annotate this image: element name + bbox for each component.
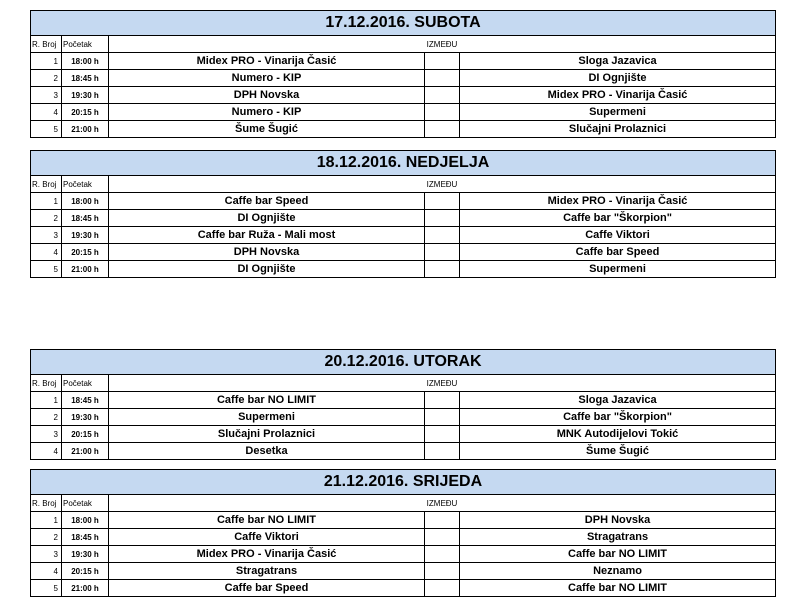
header-izmedu: IZMEĐU	[109, 375, 776, 392]
match-number: 1	[31, 392, 62, 409]
day-title-row	[31, 470, 776, 495]
match-time: 20:15 h	[62, 563, 109, 580]
score-cell	[425, 244, 460, 261]
match-time: 19:30 h	[62, 409, 109, 426]
away-team: Caffe bar Speed	[460, 244, 776, 261]
away-team: Slučajni Prolaznici	[460, 121, 776, 138]
match-row	[31, 261, 776, 278]
match-number: 3	[31, 87, 62, 104]
day-title-row	[31, 151, 776, 176]
match-number: 4	[31, 563, 62, 580]
away-team: DPH Novska	[460, 512, 776, 529]
match-row	[31, 409, 776, 426]
match-time: 21:00 h	[62, 261, 109, 278]
score-cell	[425, 529, 460, 546]
column-header-row	[31, 495, 776, 512]
match-number: 4	[31, 104, 62, 121]
match-number: 4	[31, 443, 62, 460]
match-time: 20:15 h	[62, 426, 109, 443]
score-cell	[425, 563, 460, 580]
home-team: DI Ognjište	[109, 210, 425, 227]
day-title: 17.12.2016. SUBOTA	[31, 11, 776, 36]
match-number: 5	[31, 121, 62, 138]
home-team: DPH Novska	[109, 87, 425, 104]
away-team: Supermeni	[460, 261, 776, 278]
match-number: 1	[31, 193, 62, 210]
header-pocetak: Početak	[62, 36, 109, 53]
header-rbroj: R. Broj	[31, 176, 62, 193]
home-team: Stragatrans	[109, 563, 425, 580]
match-time: 19:30 h	[62, 546, 109, 563]
column-header-row	[31, 176, 776, 193]
away-team: Midex PRO - Vinarija Časić	[460, 87, 776, 104]
away-team: Sloga Jazavica	[460, 392, 776, 409]
home-team: Šume Šugić	[109, 121, 425, 138]
match-time: 21:00 h	[62, 121, 109, 138]
header-rbroj: R. Broj	[31, 375, 62, 392]
header-pocetak: Početak	[62, 495, 109, 512]
home-team: Caffe Viktori	[109, 529, 425, 546]
home-team: DI Ognjište	[109, 261, 425, 278]
away-team: Caffe bar "Škorpion"	[460, 409, 776, 426]
away-team: Stragatrans	[460, 529, 776, 546]
home-team: Caffe bar Speed	[109, 580, 425, 597]
header-rbroj: R. Broj	[31, 495, 62, 512]
header-pocetak: Početak	[62, 375, 109, 392]
day-table-4	[30, 469, 775, 597]
match-row	[31, 580, 776, 597]
schedule-table	[30, 469, 776, 597]
match-row	[31, 121, 776, 138]
match-row	[31, 227, 776, 244]
match-row	[31, 104, 776, 121]
home-team: Caffe bar Speed	[109, 193, 425, 210]
match-row	[31, 193, 776, 210]
match-number: 2	[31, 529, 62, 546]
match-number: 3	[31, 546, 62, 563]
away-team: Caffe bar NO LIMIT	[460, 580, 776, 597]
match-time: 18:45 h	[62, 529, 109, 546]
home-team: Numero - KIP	[109, 70, 425, 87]
home-team: Supermeni	[109, 409, 425, 426]
day-title-row	[31, 11, 776, 36]
match-row	[31, 426, 776, 443]
match-row	[31, 546, 776, 563]
score-cell	[425, 53, 460, 70]
schedule-table	[30, 150, 776, 278]
score-cell	[425, 104, 460, 121]
match-row	[31, 529, 776, 546]
score-cell	[425, 227, 460, 244]
column-header-row	[31, 375, 776, 392]
header-izmedu: IZMEĐU	[109, 36, 776, 53]
match-number: 2	[31, 210, 62, 227]
score-cell	[425, 210, 460, 227]
away-team: Supermeni	[460, 104, 776, 121]
score-cell	[425, 426, 460, 443]
match-row	[31, 87, 776, 104]
home-team: Caffe bar NO LIMIT	[109, 392, 425, 409]
match-time: 18:45 h	[62, 70, 109, 87]
day-title: 21.12.2016. SRIJEDA	[31, 470, 776, 495]
score-cell	[425, 580, 460, 597]
match-number: 3	[31, 227, 62, 244]
match-row	[31, 70, 776, 87]
home-team: Numero - KIP	[109, 104, 425, 121]
header-pocetak: Početak	[62, 176, 109, 193]
home-team: Desetka	[109, 443, 425, 460]
match-row	[31, 392, 776, 409]
home-team: Caffe bar NO LIMIT	[109, 512, 425, 529]
score-cell	[425, 70, 460, 87]
match-number: 2	[31, 409, 62, 426]
match-time: 18:45 h	[62, 210, 109, 227]
score-cell	[425, 443, 460, 460]
day-table-3	[30, 349, 775, 460]
match-row	[31, 53, 776, 70]
match-number: 2	[31, 70, 62, 87]
home-team: Slučajni Prolaznici	[109, 426, 425, 443]
match-number: 5	[31, 261, 62, 278]
header-izmedu: IZMEĐU	[109, 495, 776, 512]
home-team: Midex PRO - Vinarija Časić	[109, 546, 425, 563]
away-team: DI Ognjište	[460, 70, 776, 87]
match-time: 18:00 h	[62, 193, 109, 210]
away-team: Sloga Jazavica	[460, 53, 776, 70]
match-number: 3	[31, 426, 62, 443]
match-row	[31, 512, 776, 529]
away-team: Caffe bar NO LIMIT	[460, 546, 776, 563]
match-time: 18:45 h	[62, 392, 109, 409]
day-title-row	[31, 350, 776, 375]
away-team: Midex PRO - Vinarija Časić	[460, 193, 776, 210]
match-time: 21:00 h	[62, 443, 109, 460]
match-time: 18:00 h	[62, 53, 109, 70]
home-team: DPH Novska	[109, 244, 425, 261]
match-number: 1	[31, 53, 62, 70]
match-row	[31, 563, 776, 580]
score-cell	[425, 512, 460, 529]
match-time: 19:30 h	[62, 227, 109, 244]
day-table-2	[30, 150, 775, 278]
score-cell	[425, 261, 460, 278]
match-time: 20:15 h	[62, 244, 109, 261]
score-cell	[425, 87, 460, 104]
schedule-table	[30, 349, 776, 460]
match-number: 4	[31, 244, 62, 261]
day-title: 18.12.2016. NEDJELJA	[31, 151, 776, 176]
day-table-1	[30, 10, 775, 138]
match-time: 20:15 h	[62, 104, 109, 121]
match-time: 19:30 h	[62, 87, 109, 104]
match-number: 1	[31, 512, 62, 529]
score-cell	[425, 392, 460, 409]
home-team: Midex PRO - Vinarija Časić	[109, 53, 425, 70]
match-row	[31, 244, 776, 261]
away-team: MNK Autodijelovi Tokić	[460, 426, 776, 443]
header-izmedu: IZMEĐU	[109, 176, 776, 193]
score-cell	[425, 121, 460, 138]
away-team: Šume Šugić	[460, 443, 776, 460]
column-header-row	[31, 36, 776, 53]
match-time: 18:00 h	[62, 512, 109, 529]
match-time: 21:00 h	[62, 580, 109, 597]
match-number: 5	[31, 580, 62, 597]
score-cell	[425, 193, 460, 210]
score-cell	[425, 546, 460, 563]
away-team: Caffe Viktori	[460, 227, 776, 244]
score-cell	[425, 409, 460, 426]
match-row	[31, 210, 776, 227]
home-team: Caffe bar Ruža - Mali most	[109, 227, 425, 244]
day-title: 20.12.2016. UTORAK	[31, 350, 776, 375]
away-team: Caffe bar "Škorpion"	[460, 210, 776, 227]
match-row	[31, 443, 776, 460]
away-team: Neznamo	[460, 563, 776, 580]
schedule-table	[30, 10, 776, 138]
header-rbroj: R. Broj	[31, 36, 62, 53]
